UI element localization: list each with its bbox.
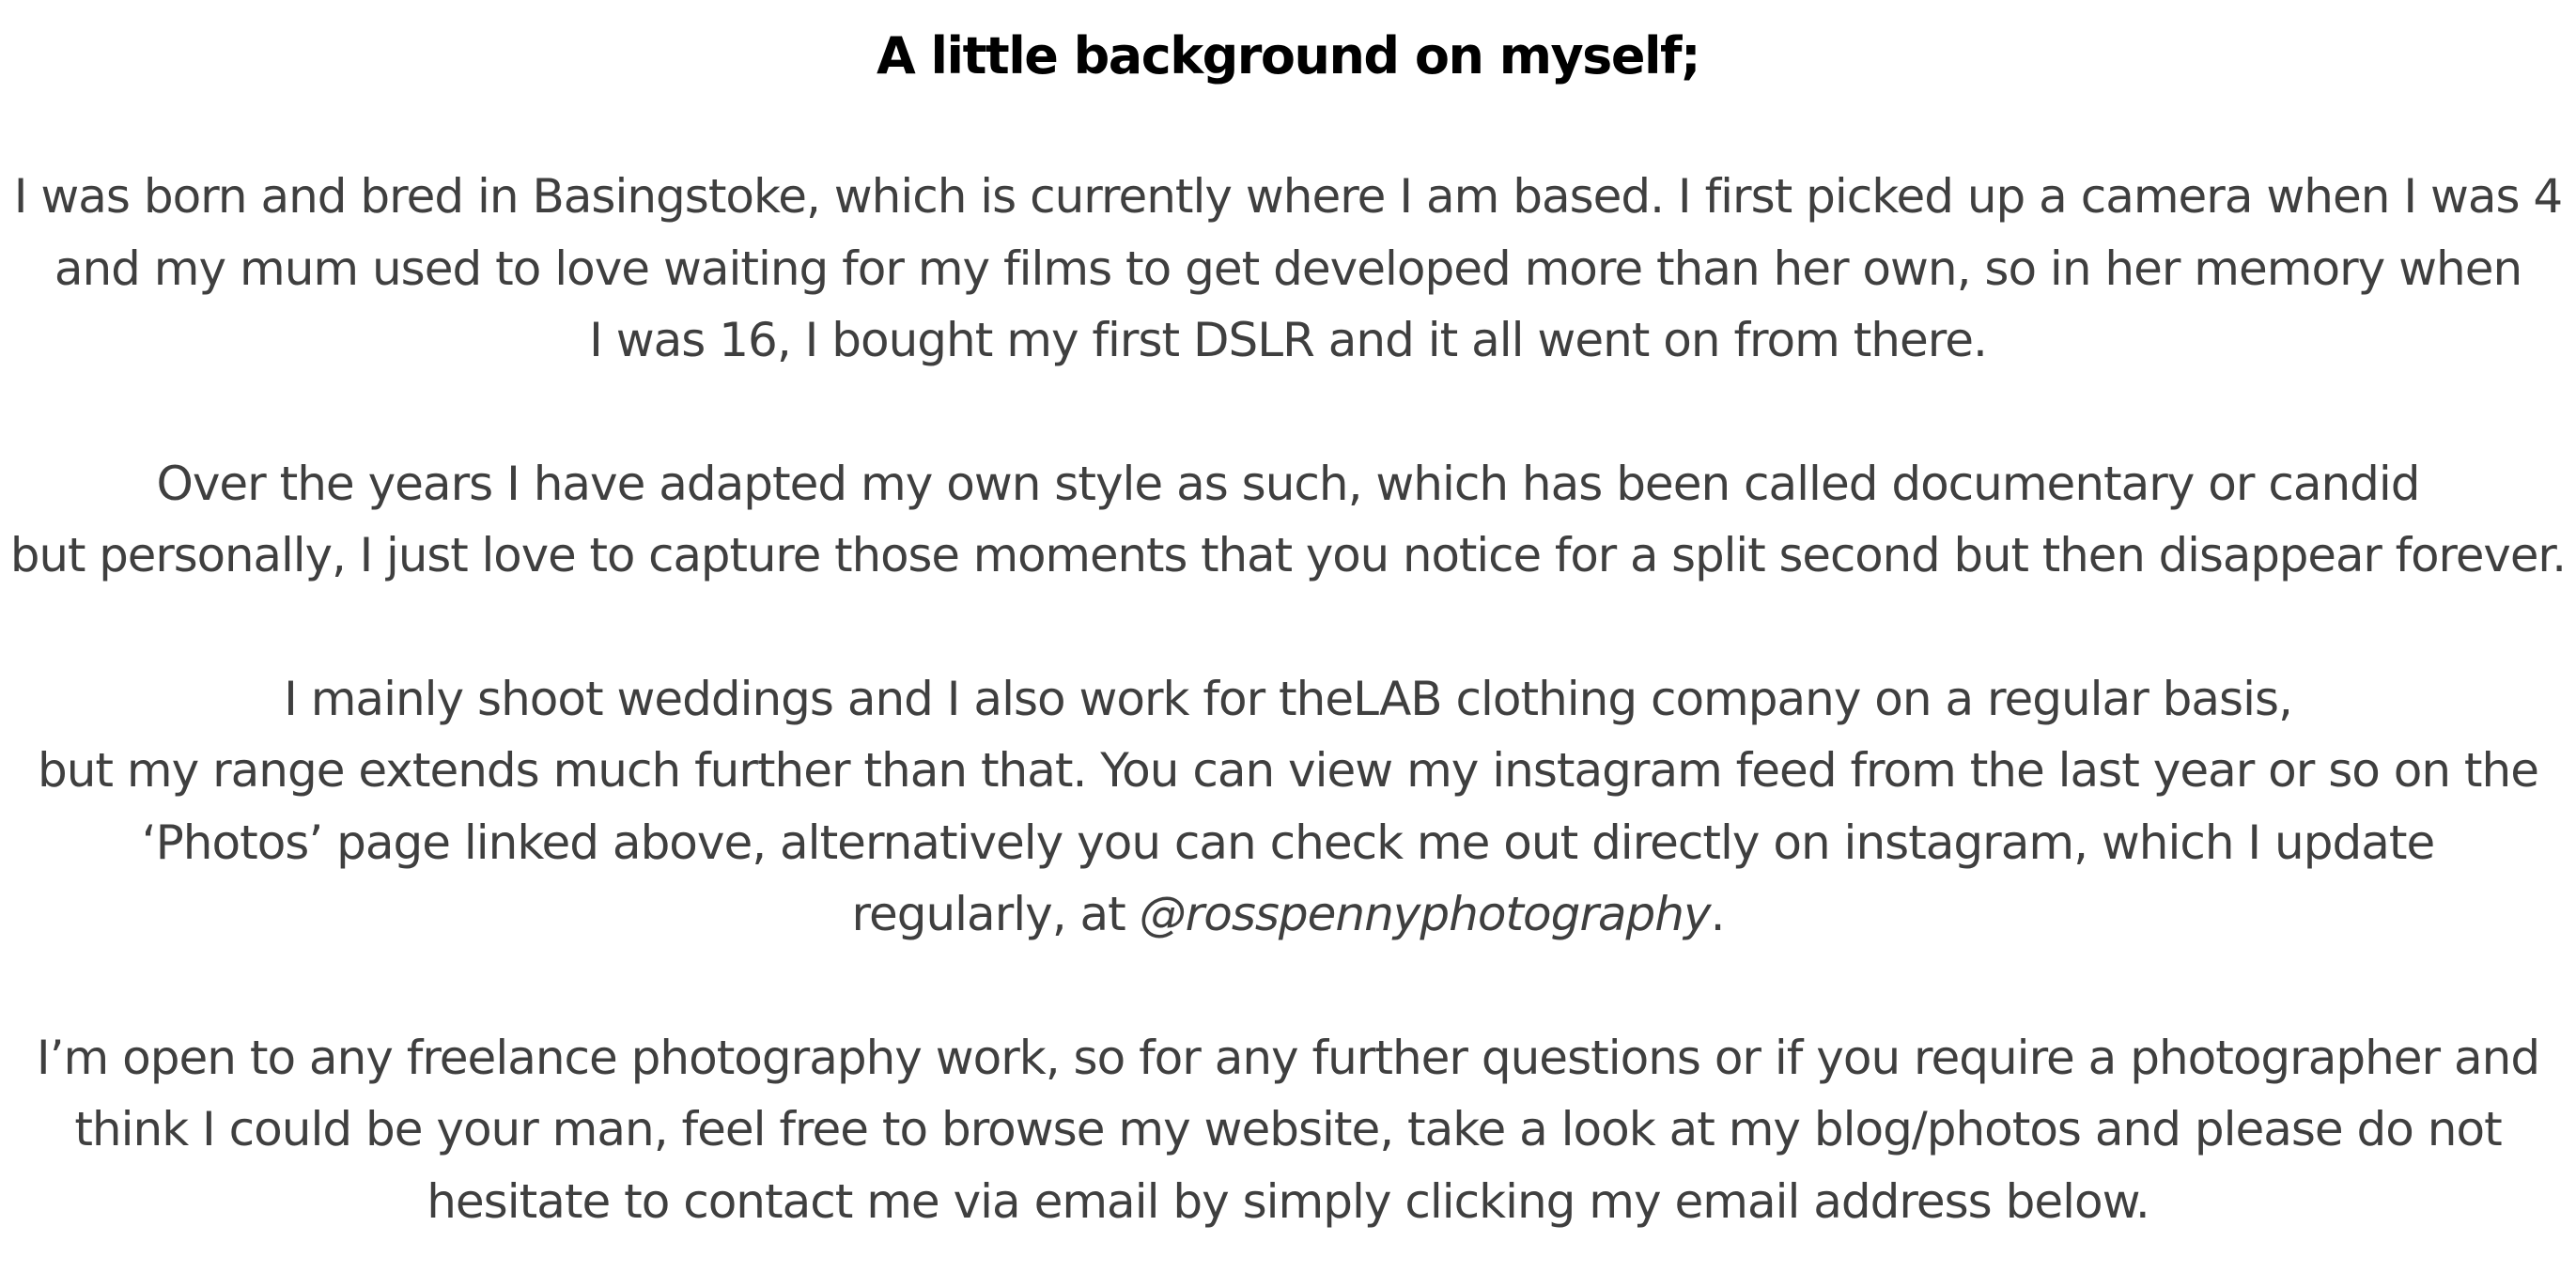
paragraph-line: but personally, I just love to capture those moments that you notice for a split second but then disappear forever. xyxy=(9,528,2567,582)
instagram-handle: @rosspennyphotography xyxy=(1139,887,1711,941)
spacer xyxy=(0,951,2576,1022)
line-suffix: . xyxy=(1710,887,1725,941)
spacer xyxy=(0,592,2576,663)
paragraph-line: I mainly shoot weddings and I also work for theLAB clothing company on a regular basis, xyxy=(284,671,2292,726)
paragraph-line: and my mum used to love waiting for my films to get developed more than her own, so in her memory when xyxy=(54,241,2522,296)
paragraph-line: think I could be your man, feel free to browse my website, take a look at my blog/photos and please do not xyxy=(74,1102,2502,1156)
page-heading: A little background on myself; xyxy=(876,26,1700,85)
paragraph-line: I’m open to any freelance photography work, so for any further questions or if you require a photographer and xyxy=(36,1030,2540,1085)
paragraph-line xyxy=(0,878,2576,951)
paragraph-line: hesitate to contact me via email by simply clicking my email address below. xyxy=(427,1173,2149,1229)
paragraph-contact xyxy=(0,1022,2576,1238)
paragraph-work xyxy=(0,663,2576,951)
paragraph-line: ‘Photos’ page linked above, alternatively you can check me out directly on instagram, which I update xyxy=(141,815,2435,870)
paragraph-line: Over the years I have adapted my own style as such, which has been called documentary or candid xyxy=(156,456,2420,511)
paragraph-style xyxy=(0,448,2576,592)
paragraph-line: but my range extends much further than that. You can view my instagram feed from the last year or so on the xyxy=(38,743,2538,798)
paragraph-line: I was born and bred in Basingstoke, which is currently where I am based. I first picked up a camera when I was 4 xyxy=(13,169,2563,224)
line-prefix: regularly, at xyxy=(851,887,1140,941)
spacer xyxy=(0,94,2576,161)
paragraph-line: I was 16, I bought my first DSLR and it all went on from there. xyxy=(589,313,1987,367)
spacer xyxy=(0,377,2576,448)
paragraph-background xyxy=(0,161,2576,377)
